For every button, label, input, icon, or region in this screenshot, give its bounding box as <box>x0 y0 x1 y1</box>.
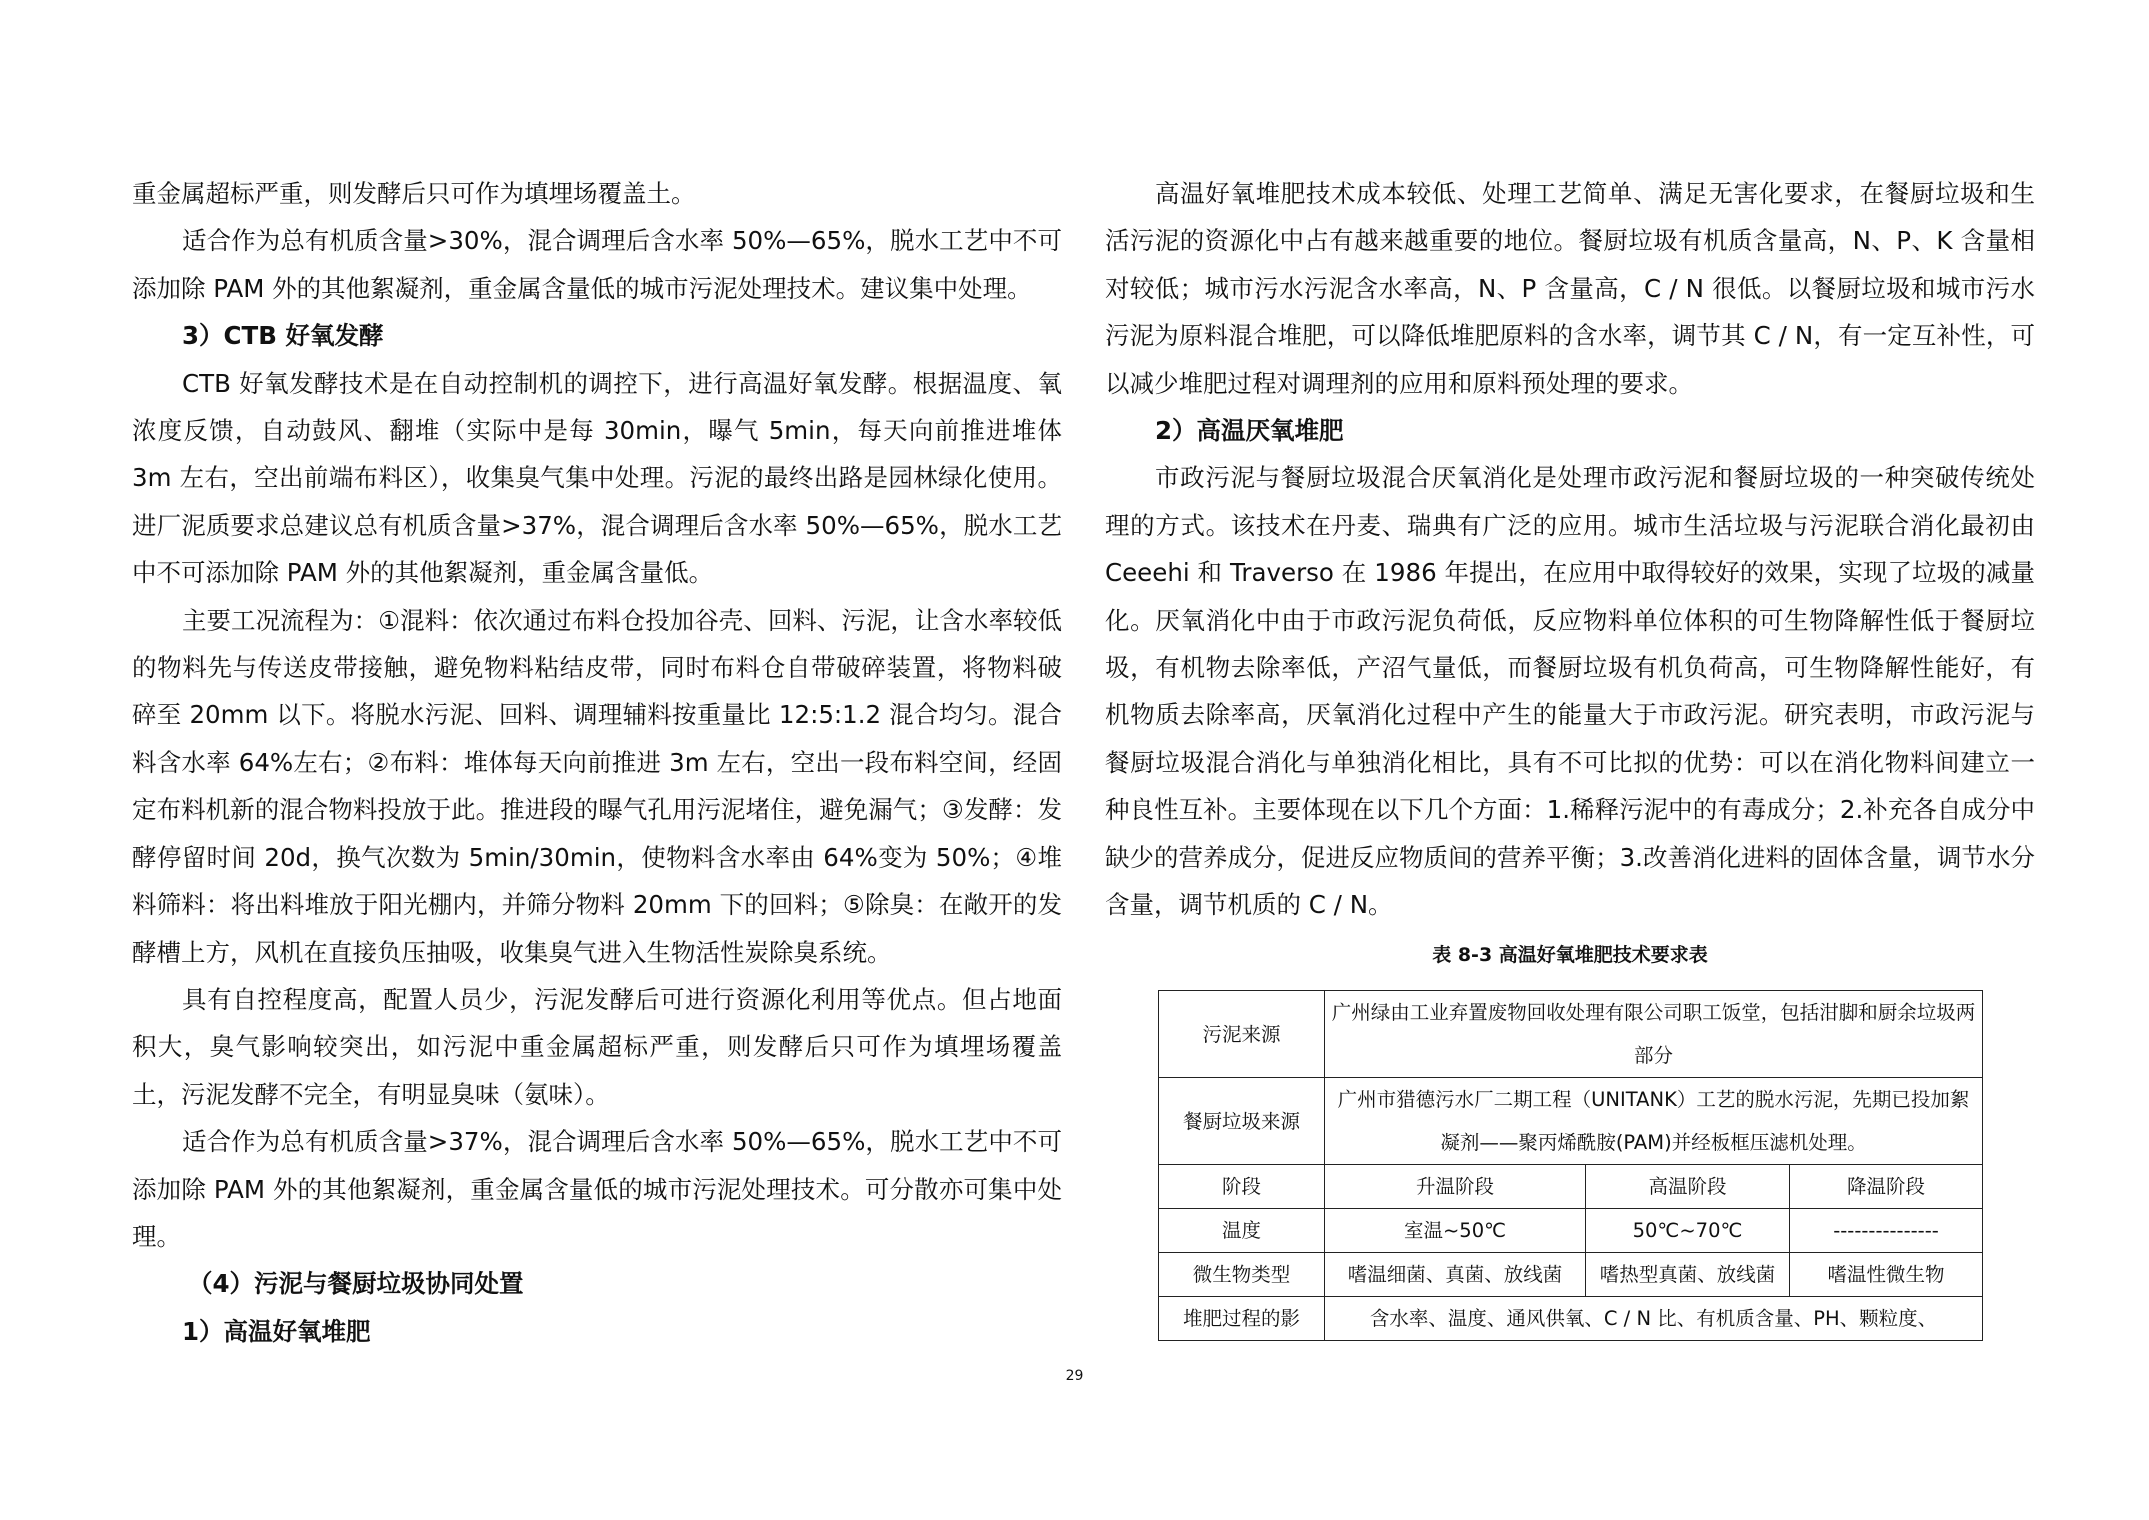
table-cell-label: 微生物类型 <box>1159 1253 1325 1297</box>
paragraph: 市政污泥与餐厨垃圾混合厌氧消化是处理市政污泥和餐厨垃圾的一种突破传统处理的方式。该技术在丹麦、瑞典有广泛的应用。城市生活垃圾与污泥联合消化最初由 Ceeehi 和 Traverso 在 1986 年提出，在应用中取得较好的效果，实现了垃圾的减量化。厌氧消化中由于市政污泥负荷低，反应物料单位体积的可生物降解性低于餐厨垃圾，有机物去除率低，产沼气量低，而餐厨垃圾有机负荷高，可生物降解性能好，有机物质去除率高，厌氧消化过程中产生的能量大于市政污泥。研究表明，市政污泥与餐厨垃圾混合消化与单独消化相比，具有不可比拟的优势：可以在消化物料间建立一种良性互补。主要体现在以下几个方面：1.稀释污泥中的有毒成分；2.补充各自成分中缺少的营养成分，促进反应物质间的营养平衡；3.改善消化进料的固体含量，调节水分含量，调节机质的 C / N。 <box>1105 463 2035 920</box>
table-row <box>1159 1209 1983 1253</box>
table-cell-label: 污泥来源 <box>1159 991 1325 1078</box>
table-cell: 嗜热型真菌、放线菌 <box>1586 1253 1790 1297</box>
table-cell: 嗜温性微生物 <box>1790 1253 1983 1297</box>
table-cell-label: 温度 <box>1159 1209 1325 1253</box>
table-cell: 嗜温细菌、真菌、放线菌 <box>1325 1253 1586 1297</box>
table-row <box>1159 1078 1983 1165</box>
table-cell: 高温阶段 <box>1586 1165 1790 1209</box>
paragraph: CTB 好氧发酵技术是在自动控制机的调控下，进行高温好氧发酵。根据温度、氧浓度反馈，自动鼓风、翻堆（实际中是每 30min，曝气 5min，每天向前推进堆体 3m 左右，空出前端布料区），收集臭气集中处理。污泥的最终出路是园林绿化使用。进厂泥质要求总建议总有机质含量>37%，混合调理后含水率 50%—65%，脱水工艺中不可添加除 PAM 外的其他絮凝剂，重金属含量低。 <box>132 368 1062 588</box>
page-number: 29 <box>1065 1368 1084 1384</box>
paragraph: 主要工况流程为：①混料：依次通过布料仓投加谷壳、回料、污泥，让含水率较低的物料先与传送皮带接触，避免物料粘结皮带，同时布料仓自带破碎装置，将物料破碎至 20mm 以下。将脱水污泥、回料、调理辅料按重量比 12:5:1.2 混合均匀。混合料含水率 64%左右；②布料：堆体每天向前推进 3m 左右，空出一段布料空间，经固定布料机新的混合物料投放于此。推进段的曝气孔用污泥堵住，避免漏气；③发酵：发酵停留时间 20d，换气次数为 5min/30min，使物料含水率由 64%变为 50%；④堆料筛料：将出料堆放于阳光棚内，并筛分物料 20mm 下的回料；⑤除臭：在敞开的发酵槽上方，风机在直接负压抽吸，收集臭气进入生物活性炭除臭系统。 <box>132 605 1062 967</box>
section-heading: 2）高温厌氧堆肥 <box>1155 416 1344 446</box>
paragraph: 重金属超标严重，则发酵后只可作为填埋场覆盖土。 <box>132 179 696 208</box>
right-column <box>1105 170 2035 929</box>
table-cell: 降温阶段 <box>1790 1165 1983 1209</box>
table-row <box>1159 1165 1983 1209</box>
section-heading: 1）高温好氧堆肥 <box>182 1316 371 1346</box>
table-caption: 表 8-3 高温好氧堆肥技术要求表 <box>1432 944 1708 966</box>
table-cell-label: 阶段 <box>1159 1165 1325 1209</box>
table-cell-value: 含水率、温度、通风供氧、C / N 比、有机质含量、PH、颗粒度、 <box>1325 1297 1983 1341</box>
paragraph: 具有自控程度高，配置人员少，污泥发酵后可进行资源化利用等优点。但占地面积大，臭气影响较突出，如污泥中重金属超标严重，则发酵后只可作为填埋场覆盖土，污泥发酵不完全，有明显臭味（氨味）。 <box>132 984 1062 1109</box>
table-cell-value: 广州市猎德污水厂二期工程（UNITANK）工艺的脱水污泥，先期已投加絮凝剂——聚丙烯酰胺(PAM)并经板框压滤机处理。 <box>1325 1078 1983 1165</box>
table-cell-value: 广州绿由工业弃置废物回收处理有限公司职工饭堂，包括泔脚和厨余垃圾两部分 <box>1325 991 1983 1078</box>
table-cell-label: 堆肥过程的影 <box>1159 1297 1325 1341</box>
paragraph: 适合作为总有机质含量>37%，混合调理后含水率 50%—65%，脱水工艺中不可添加除 PAM 外的其他絮凝剂，重金属含量低的城市污泥处理技术。可分散亦可集中处理。 <box>132 1127 1062 1251</box>
table-row <box>1159 991 1983 1078</box>
paragraph: 高温好氧堆肥技术成本较低、处理工艺简单、满足无害化要求，在餐厨垃圾和生活污泥的资源化中占有越来越重要的地位。餐厨垃圾有机质含量高，N、P、K 含量相对较低；城市污水污泥含水率高，N、P 含量高，C / N 很低。以餐厨垃圾和城市污水污泥为原料混合堆肥，可以降低堆肥原料的含水率，调节其 C / N，有一定互补性，可以减少堆肥过程对调理剂的应用和原料预处理的要求。 <box>1105 179 2035 398</box>
section-heading: （4）污泥与餐厨垃圾协同处置 <box>188 1269 524 1299</box>
table-row <box>1159 1297 1983 1341</box>
section-heading: 3）CTB 好氧发酵 <box>182 321 384 351</box>
table-row <box>1159 1253 1983 1297</box>
table-cell-label: 餐厨垃圾来源 <box>1159 1078 1325 1165</box>
composting-requirements-table <box>1158 990 1983 1341</box>
table-cell: 升温阶段 <box>1325 1165 1586 1209</box>
table-cell: --------------- <box>1790 1209 1983 1253</box>
left-column <box>132 170 1062 1355</box>
paragraph: 适合作为总有机质含量>30%，混合调理后含水率 50%—65%，脱水工艺中不可添加除 PAM 外的其他絮凝剂，重金属含量低的城市污泥处理技术。建议集中处理。 <box>132 226 1062 303</box>
table-cell: 50℃~70℃ <box>1586 1209 1790 1253</box>
table-cell: 室温~50℃ <box>1325 1209 1586 1253</box>
